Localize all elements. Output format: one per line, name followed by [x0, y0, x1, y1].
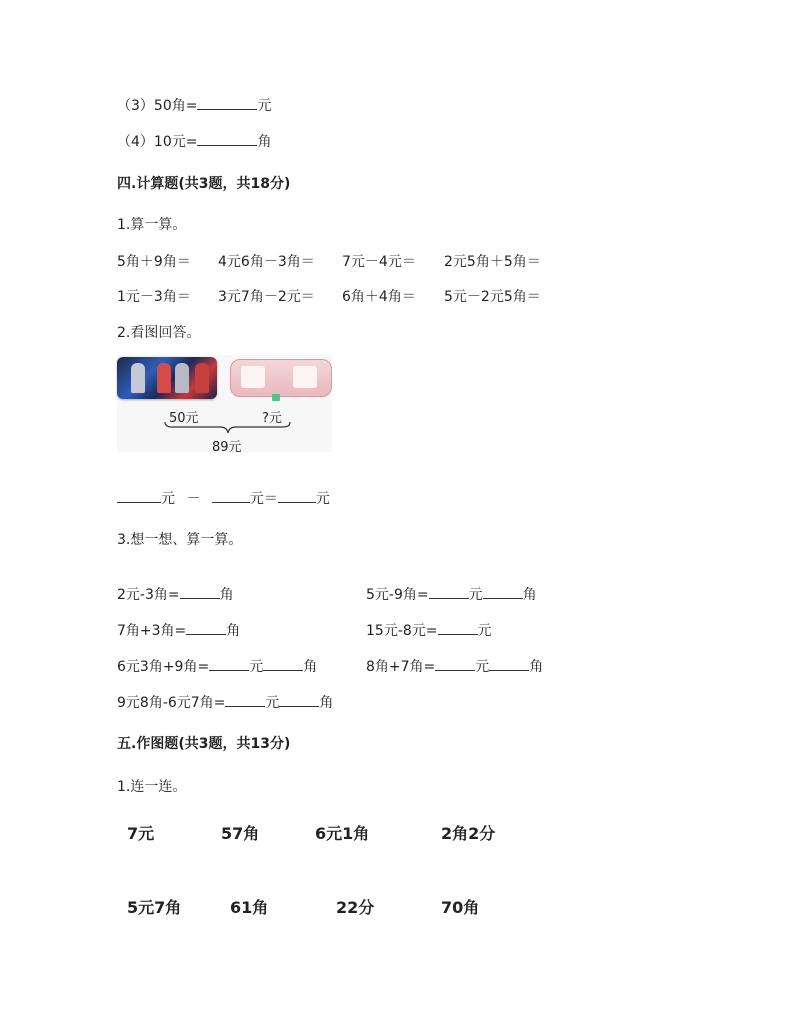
calc-item: 6角＋4角＝: [342, 289, 416, 305]
unit-label: 角: [522, 587, 537, 603]
answer-blank[interactable]: [263, 656, 303, 671]
section-4-heading: 四.计算题(共3题，共18分): [117, 176, 291, 192]
expression: 8角+7角=: [366, 659, 436, 675]
unit-label: 元: [257, 98, 272, 114]
match-item-bottom[interactable]: 61角: [230, 898, 269, 917]
calc-item: [366, 584, 537, 604]
question-text: （4）10元=: [117, 134, 198, 150]
calc-item: 3元7角－2元＝: [218, 289, 315, 305]
unit-label: 元: [161, 491, 175, 507]
calc-item: 1元－3角＝: [117, 289, 191, 305]
right-price-label: ?元: [262, 411, 282, 426]
expression: 15元-8元=: [366, 623, 438, 639]
calc-item: [117, 692, 333, 712]
unit-label: 元: [265, 695, 280, 711]
match-item-top[interactable]: 57角: [221, 824, 260, 843]
expression: 2元-3角=: [117, 587, 180, 603]
unit-label: 元: [315, 491, 330, 507]
expression: 5元-9角=: [366, 587, 429, 603]
answer-blank[interactable]: [197, 131, 257, 146]
answer-blank[interactable]: [435, 656, 475, 671]
pencil-case-blue-icon: [117, 357, 217, 399]
match-item-top[interactable]: 6元1角: [315, 824, 370, 843]
problem-4-3-title: 3.想一想、算一算。: [117, 532, 243, 548]
question-3-3: [117, 95, 271, 115]
unit-label: 元: [249, 659, 264, 675]
answer-blank[interactable]: [279, 692, 319, 707]
match-item-bottom[interactable]: 70角: [441, 898, 480, 917]
answer-blank[interactable]: [438, 620, 478, 635]
answer-blank[interactable]: [483, 584, 523, 599]
answer-blank[interactable]: [117, 488, 161, 503]
unit-label: 元: [477, 623, 492, 639]
answer-blank[interactable]: [212, 488, 250, 503]
calc-item: 5元－2元5角＝: [444, 289, 541, 305]
answer-blank[interactable]: [180, 584, 220, 599]
unit-label: 角: [219, 587, 234, 603]
expression: 7角+3角=: [117, 623, 187, 639]
answer-blank[interactable]: [225, 692, 265, 707]
unit-label: 元: [468, 587, 483, 603]
problem-5-1-title: 1.连一连。: [117, 779, 187, 795]
minus-sign: －: [186, 491, 201, 507]
match-item-top[interactable]: 7元: [127, 824, 155, 843]
match-item-bottom[interactable]: 5元7角: [127, 898, 182, 917]
calc-item: [117, 620, 240, 640]
problem-4-2-title: 2.看图回答。: [117, 325, 201, 341]
calc-item: 2元5角＋5角＝: [444, 254, 541, 270]
answer-blank[interactable]: [186, 620, 226, 635]
problem-4-1-title: 1.算一算。: [117, 217, 187, 233]
calc-item: 4元6角－3角＝: [218, 254, 315, 270]
calc-item: 5角＋9角＝: [117, 254, 191, 270]
section-5-heading: 五.作图题(共3题，共13分): [117, 736, 291, 752]
match-item-top[interactable]: 2角2分: [441, 824, 496, 843]
question-text: （3）50角=: [117, 98, 198, 114]
pencil-case-pink-icon: [230, 359, 332, 397]
unit-label: 元＝: [249, 491, 278, 507]
calc-item: [366, 620, 492, 640]
expression: 9元8角-6元7角=: [117, 695, 226, 711]
answer-blank[interactable]: [209, 656, 249, 671]
unit-label: 角: [226, 623, 241, 639]
answer-blank[interactable]: [278, 488, 316, 503]
match-item-bottom[interactable]: 22分: [336, 898, 375, 917]
question-3-4: [117, 131, 271, 151]
calc-item: [117, 656, 317, 676]
unit-label: 元: [475, 659, 490, 675]
unit-label: 角: [257, 134, 272, 150]
left-price-label: 50元: [169, 411, 199, 426]
answer-blank[interactable]: [429, 584, 469, 599]
answer-blank[interactable]: [197, 95, 257, 110]
pencil-case-clasp: [272, 394, 280, 401]
unit-label: 角: [319, 695, 334, 711]
expression: 6元3角+9角=: [117, 659, 210, 675]
calc-item: 7元－4元＝: [342, 254, 416, 270]
answer-blank[interactable]: [489, 656, 529, 671]
total-price-label: 89元: [212, 440, 242, 455]
calc-item: [117, 584, 234, 604]
calc-item: [366, 656, 543, 676]
picture-answer-line: [117, 488, 330, 508]
unit-label: 角: [303, 659, 318, 675]
unit-label: 角: [529, 659, 544, 675]
